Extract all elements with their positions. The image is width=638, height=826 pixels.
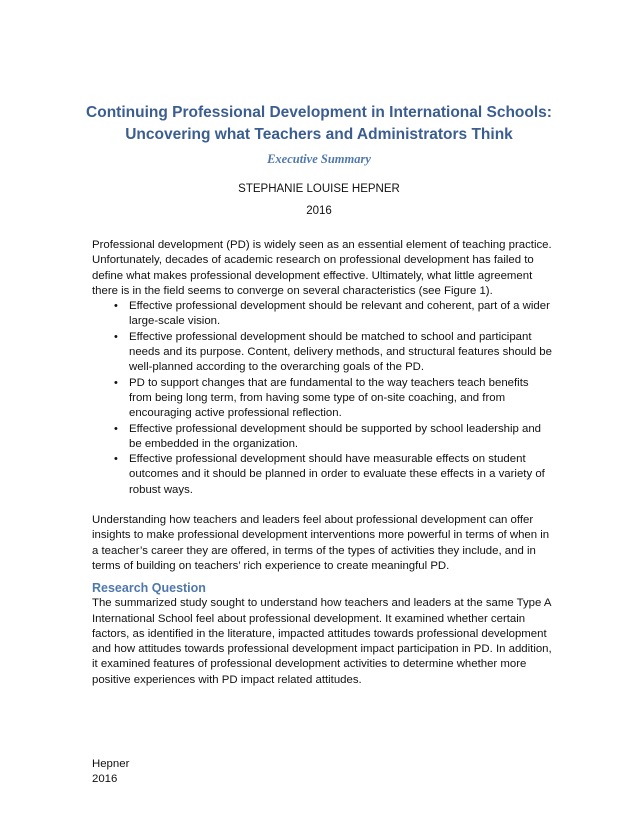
list-item: [92, 330, 554, 376]
intro-paragraph: Professional development (PD) is widely seen as an essential element of teaching practice. Unfortunately, decades of academic research on professional development has failed to define what makes professional development effective. Ultimately, what little agreement there is in the field seems to converge on several characteristics (see Figure 1).: [92, 239, 552, 297]
document-year: 2016: [306, 205, 332, 217]
list-item: [92, 452, 554, 498]
bullet-icon: •: [114, 453, 118, 466]
document-subtitle: Executive Summary: [267, 152, 371, 166]
title-line-2: Uncovering what Teachers and Administrators Think: [125, 126, 513, 143]
bullet-icon: •: [114, 330, 118, 343]
research-question-paragraph: The summarized study sought to understand how teachers and leaders at the same Type A International School feel about professional development. It examined whether certain factors, as identified in the literature, impacted attitudes towards professional development and how attitudes towards professional development impact participation in PD. In addition, it examined features of professional development activities to determine whether more positive experiences with PD impact related attitudes.: [92, 597, 552, 686]
list-item-text: Effective professional development should be supported by school leadership and be embedded in the organization.: [129, 422, 542, 450]
title-line-1: Continuing Professional Development in International Schools:: [86, 104, 552, 121]
bullet-icon: •: [114, 422, 118, 435]
research-question-heading: Research Question: [92, 581, 206, 596]
bullet-icon: •: [114, 376, 118, 389]
document-body: [92, 238, 554, 688]
list-item-text: Effective professional development should be relevant and coherent, part of a wider large-scale vision.: [129, 300, 550, 328]
author-name: STEPHANIE LOUISE HEPNER: [238, 183, 400, 195]
list-item-text: Effective professional development should be matched to school and participant needs and its purpose. Content, delivery methods, and structural features should be well-planned according to the overarching goals of the PD.: [129, 330, 552, 374]
characteristics-list: [92, 299, 554, 498]
list-item-text: Effective professional development should have measurable effects on student outcomes and it should be planned in order to evaluate these effects in a variety of robust ways.: [129, 453, 545, 496]
paragraph-spacer: [92, 498, 554, 513]
list-item: [92, 422, 554, 453]
list-item: [92, 299, 554, 330]
closing-paragraph: Understanding how teachers and leaders feel about professional development can offer insights to make professional development interventions more powerful in terms of when in a teacher’s career they are offered, in terms of the types of activities they include, and in terms of building on teachers’ rich experience to create meaningful PD.: [92, 514, 550, 572]
footer-year: 2016: [92, 773, 118, 786]
document-title: [60, 102, 578, 146]
list-item: [92, 376, 554, 422]
list-item-text: PD to support changes that are fundamental to the way teachers teach benefits from being long term, from having some type of on-site coaching, and from encouraging active professional reflection.: [129, 376, 529, 420]
footer-name: Hepner: [92, 758, 130, 770]
page-footer: [92, 757, 129, 788]
bullet-icon: •: [114, 300, 118, 313]
